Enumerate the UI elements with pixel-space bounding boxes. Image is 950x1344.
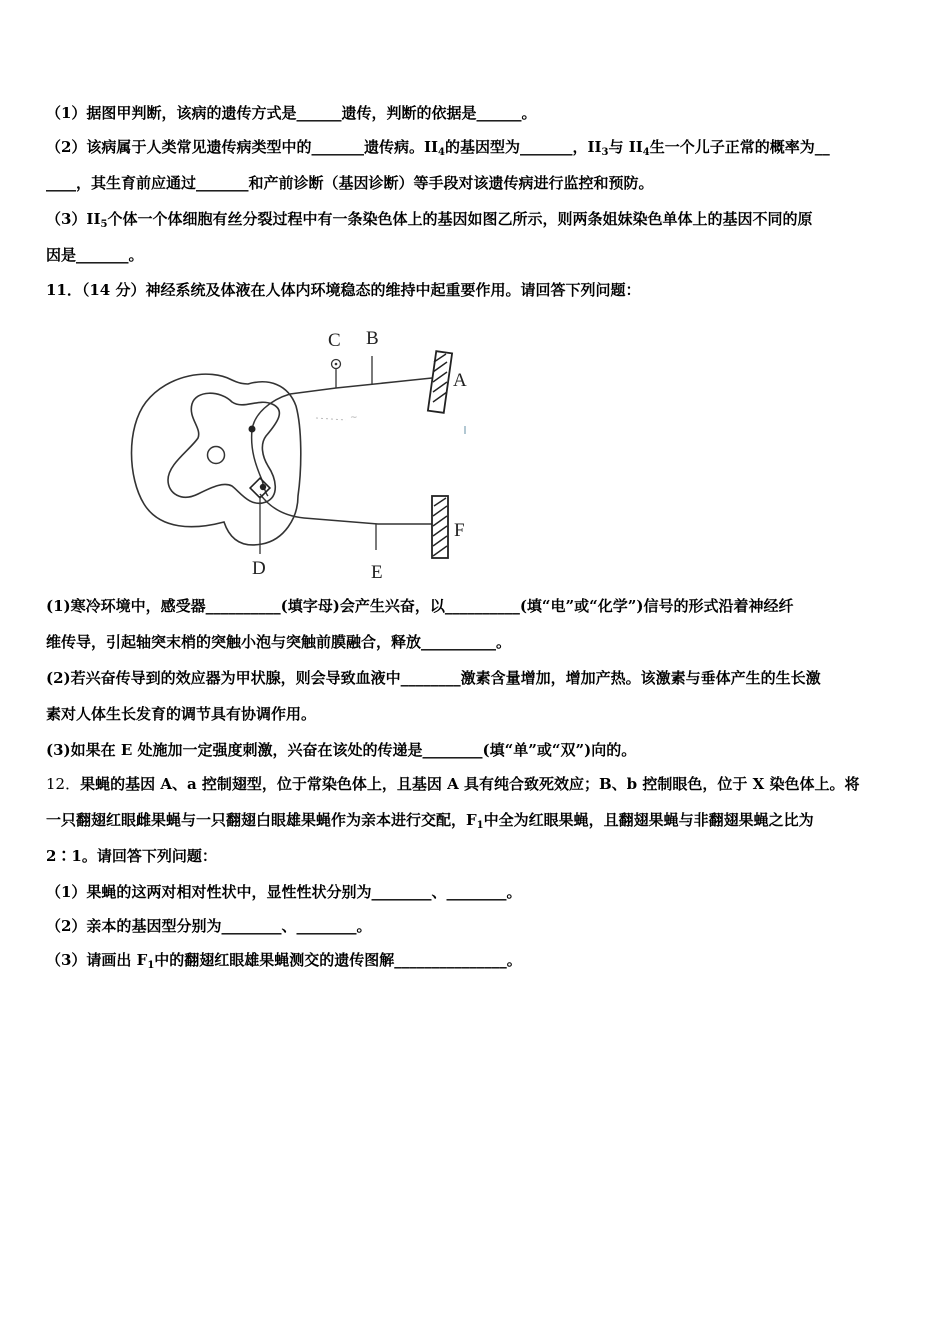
q10-part2 xyxy=(46,137,830,157)
reflex-arc-figure xyxy=(120,318,480,588)
q11-part3: (3)如果在 E 处施加一定强度刺激，兴奋在该处的传递是________(填“单”或“双”)向的。 xyxy=(46,741,637,759)
motor-neuron-nucleus xyxy=(260,484,266,490)
q12-number: 12． xyxy=(46,775,81,793)
q10-part3-sub: 5 xyxy=(100,219,108,230)
label-e: E xyxy=(371,562,383,583)
svg-text:~: ~ xyxy=(350,413,358,423)
label-f: F xyxy=(454,520,465,541)
q12-part3-b: 中的翻翅红眼雄果蝇测交的遗传图解_______________。 xyxy=(154,951,522,969)
q10-part2-a: （2）该病属于人类常见遗传病类型中的_______遗传病。II xyxy=(46,138,438,156)
q12-line2-sub: 1 xyxy=(476,820,484,831)
receptor-a-icon xyxy=(428,351,452,413)
q12-part3-a: （3）请画出 F xyxy=(46,951,148,969)
q12-part2: （2）亲本的基因型分别为________、________。 xyxy=(46,917,372,935)
efferent-nerve xyxy=(260,494,432,524)
q10-part3-b: 个体一个体细胞有丝分裂过程中有一条染色体上的基因如图乙所示，则两条姐妹染色单体上的基因不同的原 xyxy=(107,210,813,228)
afferent-nerve xyxy=(290,378,432,394)
q12-line2-a: 一只翻翅红眼雌果蝇与一只翻翅白眼雄果蝇作为亲本进行交配，F xyxy=(46,811,477,829)
q12-line2 xyxy=(46,810,814,830)
q11-header: 11．（14 分）神经系统及体液在人体内环境稳态的维持中起重要作用。请回答下列问题： xyxy=(46,281,641,299)
q10-part3 xyxy=(46,209,812,229)
q10-part2-line2: ____，其生育前应通过_______和产前诊断（基因诊断）等手段对该遗传病进行监控和预防。 xyxy=(46,174,654,192)
q10-part2-c: 与 II xyxy=(608,138,643,156)
q10-part2-sub2: 3 xyxy=(601,147,609,158)
q10-part2-sub3: 4 xyxy=(642,147,650,158)
label-d: D xyxy=(252,558,266,579)
q11-part2-line2: 素对人体生长发育的调节具有协调作用。 xyxy=(46,705,317,723)
q12-line2-b: 中全为红眼果蝇，且翻翅果蝇与非翻翅果蝇之比为 xyxy=(483,811,814,829)
label-b: B xyxy=(366,328,379,349)
interneuron-body xyxy=(249,426,256,433)
q12-line3: 2∶1。请回答下列问题： xyxy=(46,847,217,865)
q10-part3-line2: 因是_______。 xyxy=(46,246,144,264)
q11-part1-line2: 维传导，引起轴突末梢的突触小泡与突触前膜融合，释放__________。 xyxy=(46,633,512,651)
central-canal xyxy=(208,447,225,464)
q12-part3 xyxy=(46,950,522,970)
label-a: A xyxy=(453,370,467,391)
q12-part3-sub: 1 xyxy=(147,960,155,971)
q11-part2: (2)若兴奋传导到的效应器为甲状腺，则会导致血液中________激素含量增加，增加产热。该激素与垂体产生的生长激 xyxy=(46,669,821,687)
q10-part2-d: 生一个儿子正常的概率为__ xyxy=(649,138,830,156)
afferent-curve xyxy=(252,394,290,430)
q10-part3-a: （3）II xyxy=(46,210,101,228)
label-c: C xyxy=(328,330,341,351)
q12-part1: （1）果蝇的这两对相对性状中，显性性状分别为________、________。 xyxy=(46,883,522,901)
q10-part1: （1）据图甲判断，该病的遗传方式是______遗传，判断的依据是______。 xyxy=(46,104,537,122)
q12-line1 xyxy=(46,774,859,794)
q10-part2-sub1: 4 xyxy=(437,147,445,158)
q12-line1-text: 果蝇的基因 A、a 控制翅型，位于常染色体上，且基因 A 具有纯合致死效应；B、b 控制眼色，位于 X 染色体上。将 xyxy=(80,775,860,793)
q10-part2-b: 的基因型为_______，II xyxy=(444,138,602,156)
q11-part1: (1)寒冷环境中，感受器__________(填字母)会产生兴奋，以__________(填“电”或“化学”)信号的形式沿着神经纤 xyxy=(46,597,794,615)
